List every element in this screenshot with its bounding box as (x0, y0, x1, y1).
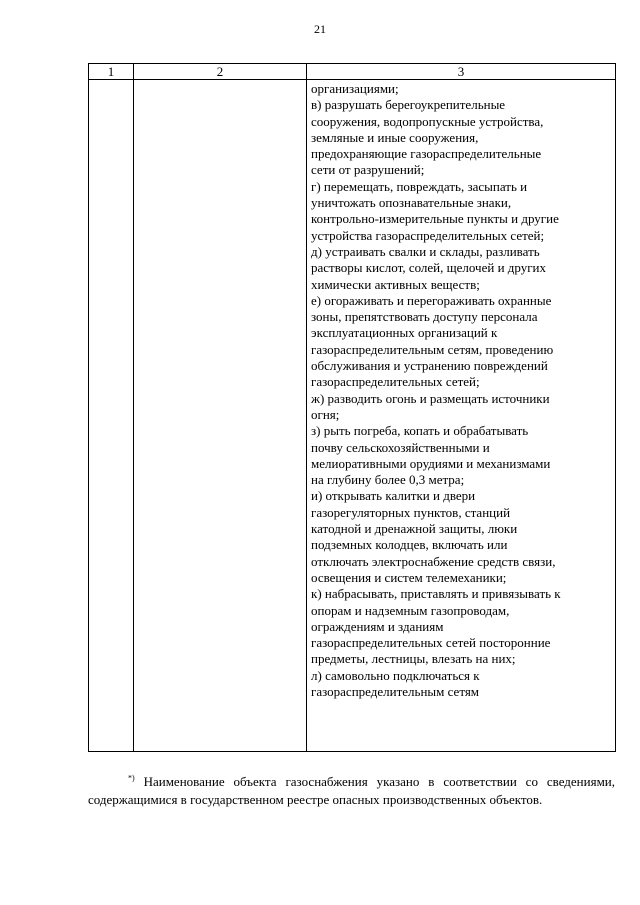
text-line: опорам и надземным газопроводам, (311, 602, 510, 618)
text-line: ж) разводить огонь и размещать источники (311, 390, 550, 406)
text-line: в) разрушать берегоукрепительные (311, 97, 506, 113)
footnote-marker: *) (128, 773, 135, 783)
text-line: д) устраивать свалки и склады, разливать (311, 243, 540, 259)
text-line: земляные и иные сооружения, (311, 129, 479, 145)
text-line: подземных колодцев, включать или (311, 537, 508, 553)
text-line: зоны, препятствовать доступу персонала (311, 309, 538, 325)
text-line: на глубину более 0,3 метра; (311, 472, 465, 488)
text-line: газораспределительным сетям, проведению (311, 341, 554, 357)
table-header-col-2: 2 (134, 64, 307, 80)
footnote (88, 773, 615, 809)
text-line: уничтожать опознавательные знаки, (311, 195, 512, 211)
text-line: почву сельскохозяйственными и (311, 439, 490, 455)
text-line: е) огораживать и перегораживать охранные (311, 292, 552, 308)
table-header-col-1: 1 (89, 64, 134, 80)
table-cell-col-2 (134, 80, 307, 752)
text-line: организациями; (311, 81, 399, 96)
table-header-row (89, 64, 616, 80)
table-cell-col-3 (307, 80, 616, 752)
footnote-text: Наименование объекта газоснабжения указано в соответствии со сведениями, содержащимися в государственном реестре опасных производственных объектов. (88, 774, 616, 807)
text-line: эксплуатационных организаций к (311, 325, 498, 341)
text-line: газораспределительным сетям (311, 683, 480, 699)
text-line: обслуживания и устранению повреждений (311, 358, 548, 374)
text-line: растворы кислот, солей, щелочей и других (311, 260, 547, 276)
table-cell-col-1 (89, 80, 134, 752)
text-line: з) рыть погреба, копать и обрабатывать (311, 423, 529, 439)
text-line: газорегуляторных пунктов, станций (311, 504, 511, 520)
text-line: отключать электроснабжение средств связи, (311, 553, 556, 569)
text-line: газораспределительных сетей; (311, 374, 480, 390)
text-line: устройства газораспределительных сетей; (311, 227, 545, 243)
text-line: ограждениям и зданиям (311, 618, 444, 634)
text-line: к) набрасывать, приставлять и привязывать к (311, 586, 561, 602)
text-line: л) самовольно подключаться к (311, 667, 480, 683)
page-number: 21 (314, 22, 326, 36)
text-line: г) перемещать, повреждать, засыпать и (311, 178, 528, 194)
text-line: сооружения, водопропускные устройства, (311, 113, 544, 129)
text-line: химически активных веществ; (311, 276, 480, 292)
text-line: сети от разрушений; (311, 162, 425, 178)
text-line: освещения и систем телемеханики; (311, 569, 507, 585)
footnote-paragraph (88, 773, 615, 809)
text-line: огня; (311, 406, 340, 422)
requirements-table (88, 63, 616, 752)
text-line: катодной и дренажной защиты, люки (311, 521, 518, 537)
text-line: контрольно-измерительные пункты и другие (311, 211, 559, 227)
text-line: мелиоративными орудиями и механизмами (311, 455, 551, 471)
text-line: предохраняющие газораспределительные (311, 146, 542, 162)
text-line: и) открывать калитки и двери (311, 488, 476, 504)
table-row (89, 80, 616, 752)
restrictions-text (311, 81, 611, 700)
text-line: газораспределительных сетей посторонние (311, 635, 551, 651)
table-header-col-3: 3 (307, 64, 616, 80)
text-line: предметы, лестницы, влезать на них; (311, 651, 516, 667)
